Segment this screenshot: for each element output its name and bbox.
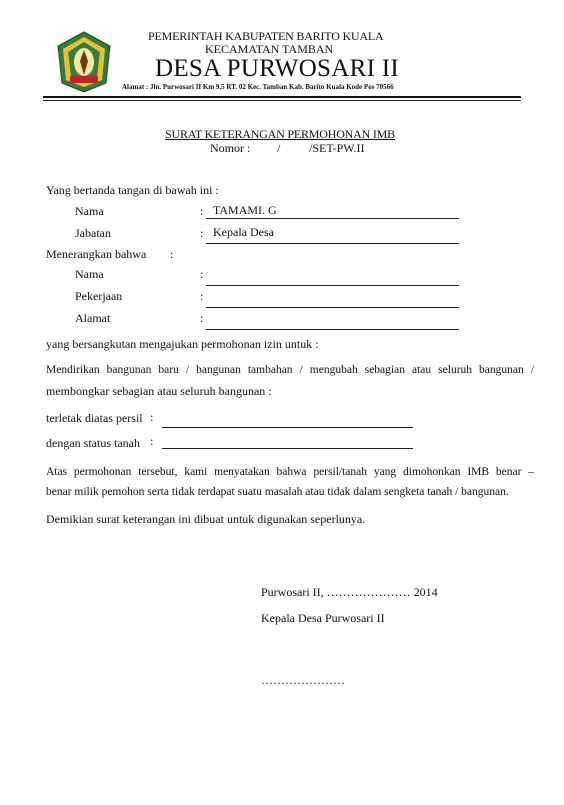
subject-address-underline <box>206 329 459 330</box>
header-district: KECAMATAN TAMBAN <box>205 42 334 56</box>
subject-address-colon: : <box>200 311 204 325</box>
nomor-separator: / <box>277 141 281 155</box>
nomor-suffix: /SET-PW.II <box>309 141 365 155</box>
land-status-label: dengan status tanah <box>46 436 140 450</box>
persil-label: terletak diatas persil <box>46 411 143 425</box>
letterhead-rule-thick <box>43 96 521 98</box>
place-date: Purwosari II, ………………… 2014 <box>261 585 438 599</box>
closing-statement: Demikian surat keterangan ini dibuat untuk digunakan seperlunya. <box>46 512 366 526</box>
signer-position-underline <box>206 243 459 244</box>
subject-address-label: Alamat <box>75 311 111 325</box>
subject-intro: Menerangkan bahwa <box>46 247 147 261</box>
subject-name-label: Nama <box>75 267 104 281</box>
document-title: SURAT KETERANGAN PERMOHONAN IMB <box>165 127 395 141</box>
subject-name-underline <box>206 285 459 286</box>
subject-intro-colon: : <box>170 247 174 261</box>
statement-line1: Atas permohonan tersebut, kami menyatakan bahwa persil/tanah yang dimohonkan IMB benar – <box>46 466 534 478</box>
signer-name-label: Nama <box>75 204 104 218</box>
persil-underline <box>162 427 413 428</box>
statement-line2: benar milik pemohon serta tidak terdapat suatu masalah atau tidak dalam sengketa tanah / bangunan. <box>46 486 509 498</box>
header-address: Alamat : Jln. Purwosari II Km 9,5 RT. 02 Kec. Tamban Kab. Barito Kuala Kode Pos 70566 <box>122 83 394 91</box>
signer-position-value: Kepala Desa <box>213 225 274 239</box>
signer-name-colon: : <box>200 204 204 218</box>
signer-intro: Yang bertanda tangan di bawah ini : <box>46 183 219 197</box>
request-options-line2: membongkar sebagian atau seluruh bangunan : <box>46 384 272 398</box>
subject-occupation-underline <box>206 307 459 308</box>
request-options-line1: Mendirikan bangunan baru / bangunan tambahan / mengubah sebagian atau seluruh bangunan / <box>46 364 534 376</box>
subject-name-colon: : <box>200 267 204 281</box>
request-intro: yang bersangkutan mengajukan permohonan izin untuk : <box>46 337 319 351</box>
land-status-colon: : <box>150 434 154 448</box>
signer-name-underline <box>206 218 459 219</box>
signer-name-value: TAMAMI. G <box>213 203 277 217</box>
land-status-underline <box>162 448 413 449</box>
nomor-label: Nomor : <box>210 141 251 155</box>
subject-occupation-label: Pekerjaan <box>75 289 123 303</box>
signer-position-colon: : <box>200 226 204 240</box>
signer-position-label: Jabatan <box>75 226 111 240</box>
subject-occupation-colon: : <box>200 289 204 303</box>
regency-emblem-icon <box>55 31 113 93</box>
signature-name-placeholder: ………………… <box>261 673 345 687</box>
persil-colon: : <box>150 410 154 424</box>
letterhead-rule-thin <box>43 100 521 101</box>
header-village: DESA PURWOSARI II <box>155 55 400 82</box>
signer-title: Kepala Desa Purwosari II <box>261 611 385 625</box>
header-government: PEMERINTAH KABUPATEN BARITO KUALA <box>148 29 384 43</box>
